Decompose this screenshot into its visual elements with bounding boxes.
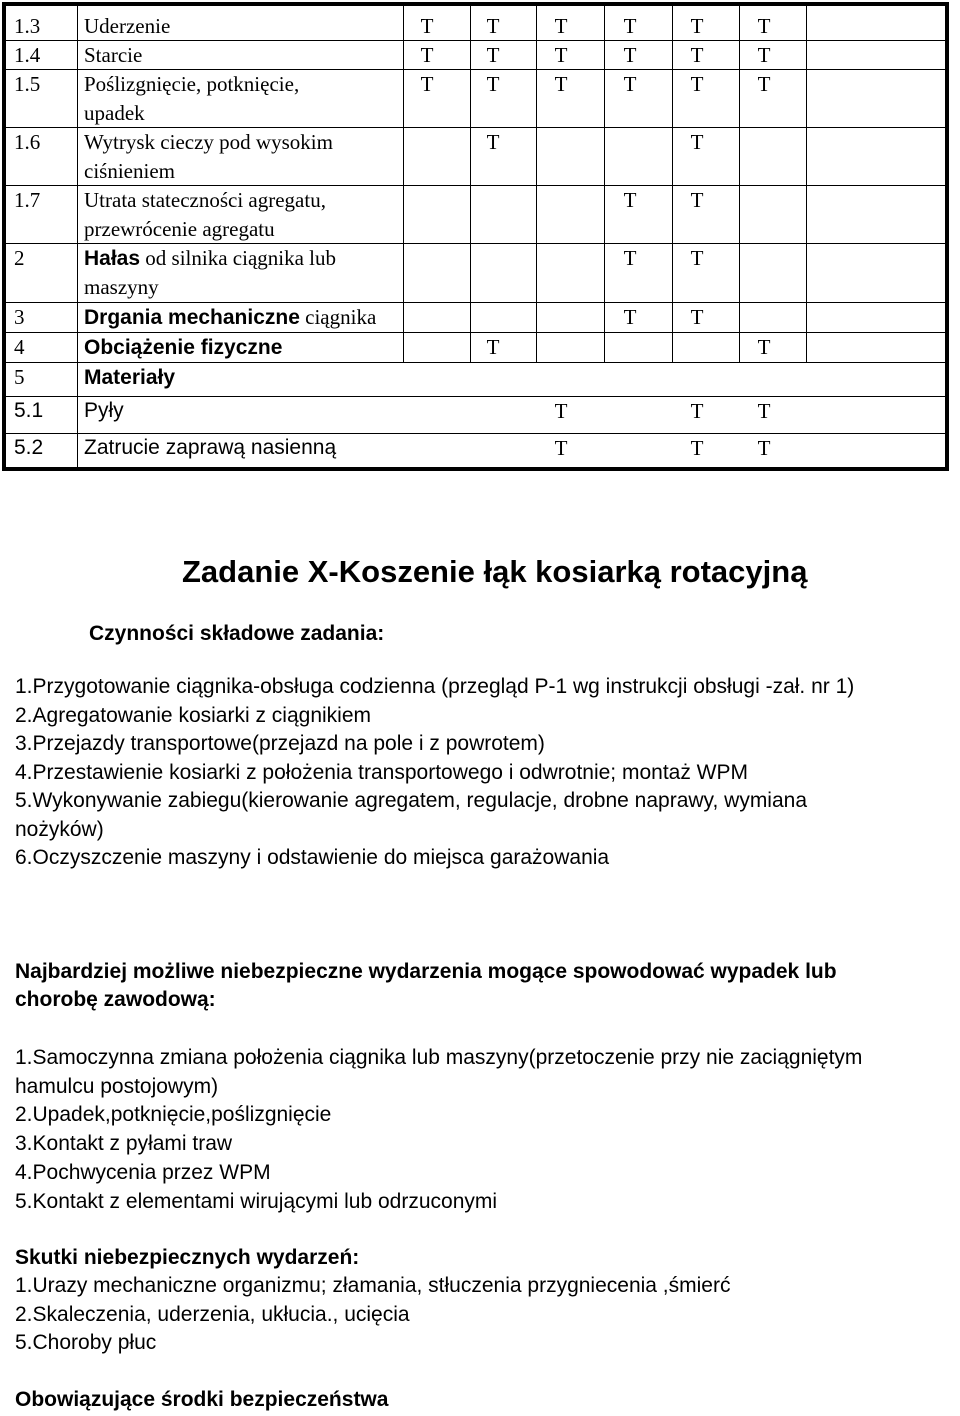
label-segment: od silnika ciągnika lub: [140, 246, 337, 270]
table-row-divider: [6, 332, 945, 333]
table-row-divider: [6, 396, 945, 397]
step-item: 4.Przestawienie kosiarki z położenia transportowego i odwrotnie; montaż WPM: [15, 760, 749, 784]
table-row-divider: [6, 302, 945, 303]
table-row-number: 3: [14, 305, 25, 329]
table-row-number: 1.3: [14, 14, 41, 38]
table-row-label: [84, 188, 326, 212]
table-row-divider: [6, 243, 945, 244]
table-mark: T: [623, 72, 637, 96]
hazard-item: 5.Kontakt z elementami wirującymi lub odrzuconymi: [15, 1189, 498, 1213]
table-mark: T: [554, 436, 568, 460]
table-mark: T: [486, 130, 500, 154]
table-row-label: [84, 130, 333, 154]
table-mark: T: [554, 72, 568, 96]
table-row-label: [84, 246, 336, 271]
table-row-number: 5: [14, 365, 25, 389]
table-row-label-continued: przewrócenie agregatu: [84, 217, 275, 241]
table-mark: T: [623, 246, 637, 270]
table-mark: T: [486, 335, 500, 359]
label-segment: Pyły: [84, 399, 124, 422]
label-segment: Zatrucie zaprawą nasienną: [84, 436, 337, 459]
table-row-number: 1.4: [14, 43, 41, 67]
step-item: 2.Agregatowanie kosiarki z ciągnikiem: [15, 703, 372, 727]
table-row-number: 5.2: [14, 436, 44, 459]
table-row-number: 2: [14, 246, 25, 270]
table-mark: T: [757, 14, 771, 38]
label-segment: Wytrysk cieczy pod wysokim: [84, 130, 333, 154]
hazards-heading-line: Najbardziej możliwe niebezpieczne wydarzenia mogące spowodować wypadek lub: [15, 960, 837, 983]
table-row-label-continued: upadek: [84, 101, 145, 125]
table-mark: T: [623, 14, 637, 38]
table-row-label: [84, 399, 124, 423]
label-segment: Drgania mechaniczne: [84, 306, 300, 329]
table-row-number: 1.7: [14, 188, 41, 212]
table-mark: T: [420, 72, 434, 96]
table-column-divider: [604, 6, 605, 363]
hazards-heading-line: chorobę zawodową:: [15, 988, 216, 1011]
effect-item: 1.Urazy mechaniczne organizmu; złamania, stłuczenia przygniecenia ,śmierć: [15, 1274, 731, 1297]
table-mark: T: [486, 72, 500, 96]
table-row-divider: [6, 362, 945, 363]
table-row-label-continued: maszyny: [84, 275, 159, 299]
table-row-label-continued: ciśnieniem: [84, 159, 175, 183]
step-item: 3.Przejazdy transportowe(przejazd na pole i z powrotem): [15, 732, 545, 755]
table-mark: T: [554, 14, 568, 38]
table-mark: T: [554, 43, 568, 67]
table-row-number: 1.6: [14, 130, 41, 154]
effect-item: 2.Skaleczenia, uderzenia, ukłucia., ucięcia: [15, 1302, 410, 1326]
table-column-divider: [739, 6, 740, 363]
table-row-divider: [6, 127, 945, 128]
table-mark: T: [757, 43, 771, 67]
table-row-divider: [6, 433, 945, 434]
hazard-item: 2.Upadek,potknięcie,poślizgnięcie: [15, 1103, 332, 1127]
step-item: 1.Przygotowanie ciągnika-obsługa codzienna (przegląd P-1 wg instrukcji obsługi -zał. nr 1): [15, 675, 855, 698]
table-mark: T: [690, 399, 704, 423]
table-row-number: 5.1: [14, 399, 44, 422]
steps-heading: Czynności składowe zadania:: [89, 622, 385, 645]
label-segment: ciągnika: [299, 305, 377, 329]
table-mark: T: [554, 399, 568, 423]
table-column-divider: [536, 6, 537, 363]
table-mark: T: [486, 43, 500, 67]
hazard-item: hamulcu postojowym): [15, 1074, 219, 1098]
table-row-label: [84, 72, 299, 96]
table-row-divider: [6, 69, 945, 70]
table-column-divider: [77, 6, 78, 469]
table-row-label: [84, 43, 142, 67]
label-segment: Materiały: [84, 366, 176, 389]
table-mark: T: [757, 399, 771, 423]
label-segment: Starcie: [84, 43, 143, 67]
table-row-divider: [6, 40, 945, 41]
table-mark: T: [757, 335, 771, 359]
hazard-item: 1.Samoczynna zmiana położenia ciągnika lub maszyny(przetoczenie przy nie zaciągniętym: [15, 1046, 863, 1069]
table-mark: T: [623, 43, 637, 67]
table-row-number: 1.5: [14, 72, 41, 96]
table-mark: T: [757, 436, 771, 460]
step-item: nożyków): [15, 817, 104, 841]
table-row-label: [84, 305, 376, 330]
step-item: 5.Wykonywanie zabiegu(kierowanie agregatem, regulacje, drobne naprawy, wymiana: [15, 789, 808, 812]
table-mark: T: [690, 72, 704, 96]
label-segment: Poślizgnięcie, potknięcie,: [84, 72, 300, 96]
table-mark: T: [690, 43, 704, 67]
table-column-divider: [672, 6, 673, 363]
table-mark: T: [757, 72, 771, 96]
table-row-label: [84, 436, 336, 460]
effects-heading: Skutki niebezpiecznych wydarzeń:: [15, 1246, 360, 1269]
table-mark: T: [623, 188, 637, 212]
table-mark: T: [690, 246, 704, 270]
hazard-item: 3.Kontakt z pyłami traw: [15, 1132, 233, 1156]
table-column-divider: [403, 6, 404, 363]
label-segment: Obciążenie fizyczne: [84, 336, 283, 359]
table-mark: T: [690, 130, 704, 154]
hazard-item: 4.Pochwycenia przez WPM: [15, 1160, 271, 1184]
table-mark: T: [420, 14, 434, 38]
table-row-label: [84, 365, 175, 390]
measures-heading: Obowiązujące środki bezpieczeństwa: [15, 1388, 389, 1411]
step-item: 6.Oczyszczenie maszyny i odstawienie do miejsca garażowania: [15, 846, 610, 869]
table-row-label: [84, 335, 282, 360]
table-mark: T: [690, 436, 704, 460]
table-column-divider: [470, 6, 471, 363]
label-segment: Hałas: [84, 247, 141, 270]
table-mark: T: [486, 14, 500, 38]
table-row-label: [84, 14, 170, 38]
table-mark: T: [690, 305, 704, 329]
table-mark: T: [690, 188, 704, 212]
page-title: Zadanie X-Koszenie łąk kosiarką rotacyjną: [182, 554, 808, 589]
table-column-divider: [806, 6, 807, 363]
label-segment: Uderzenie: [84, 14, 171, 38]
effect-item: 5.Choroby płuc: [15, 1331, 157, 1354]
table-mark: T: [623, 305, 637, 329]
label-segment: Utrata stateczności agregatu,: [84, 188, 326, 212]
table-row-divider: [6, 185, 945, 186]
table-row-number: 4: [14, 335, 25, 359]
table-mark: T: [420, 43, 434, 67]
table-mark: T: [690, 14, 704, 38]
